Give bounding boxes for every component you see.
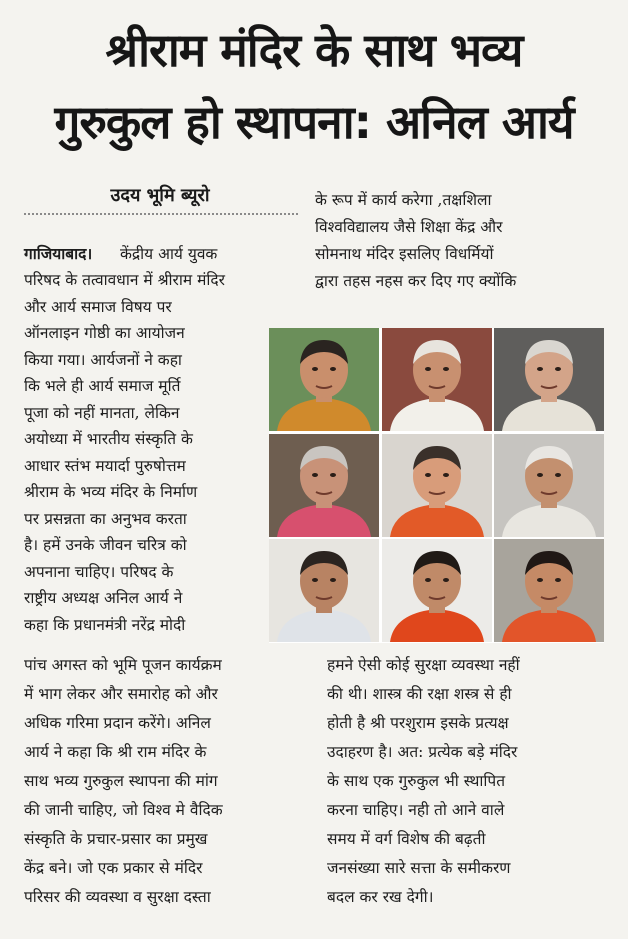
body-line: होती है श्री परशुराम इसके प्रत्यक्ष: [327, 714, 509, 732]
body-line: करना चाहिए। नही तो आने वाले: [327, 801, 505, 819]
body-line: आधार स्तंभ मयार्दा पुरुषोत्तम: [24, 457, 186, 475]
body-line: की थी। शास्त्र की रक्षा शस्त्र से ही: [327, 685, 512, 703]
body-line: द्वारा तहस नहस कर दिए गए क्योंकि: [315, 272, 517, 290]
body-line: साथ भव्य गुरुकुल स्थापना की मांग: [24, 772, 218, 790]
portrait-photo: [494, 434, 604, 537]
body-line: है। हमें उनके जीवन चरित्र को: [24, 536, 187, 554]
body-line: श्रीराम के भव्य मंदिर के निर्माण: [24, 483, 198, 501]
body-line: ऑनलाइन गोष्ठी का आयोजन: [24, 324, 185, 342]
portrait-photo: [269, 328, 379, 431]
body-line: बदल कर रख देगी।: [327, 888, 434, 906]
portrait-photo: [382, 434, 492, 537]
body-line: सोमनाथ मंदिर इसलिए विधर्मियों: [315, 245, 494, 263]
body-line: परिषद के तत्वावधान में श्रीराम मंदिर: [24, 271, 225, 289]
byline: उदय भूमि ब्यूरो: [110, 185, 210, 206]
body-line: केंद्र बने। जो एक प्रकार से मंदिर: [24, 859, 203, 877]
portrait-photo: [382, 539, 492, 642]
body-line: पूजा को नहीं मानता, लेकिन: [24, 404, 180, 422]
portrait-photo: [494, 328, 604, 431]
body-line: कि भले ही आर्य समाज मूर्ति: [24, 377, 181, 395]
portrait-photo: [494, 539, 604, 642]
headline-line-1: श्रीराम मंदिर के साथ भव्य: [105, 23, 523, 77]
body-line: अयोध्या में भारतीय संस्कृति के: [24, 430, 193, 448]
body-line: के साथ एक गुरुकुल भी स्थापित: [327, 772, 506, 790]
body-line: किया गया। आर्यजनों ने कहा: [24, 351, 182, 369]
portrait-photo: [269, 539, 379, 642]
body-line: जनसंख्या सारे सत्ता के समीकरण: [327, 859, 511, 877]
body-line: विश्वविद्यालय जैसे शिक्षा केंद्र और: [315, 218, 503, 236]
body-line: अपनाना चाहिए। परिषद के: [24, 563, 174, 581]
dateline: गाजियाबाद।: [24, 244, 93, 263]
body-line: राष्ट्रीय अध्यक्ष अनिल आर्य ने: [24, 589, 183, 607]
body-line: आर्य ने कहा कि श्री राम मंदिर के: [24, 743, 207, 761]
body-line: हमने ऐसी कोई सुरक्षा व्यवस्था नहीं: [327, 656, 520, 674]
body-line: की जानी चाहिए, जो विश्व मे वैदिक: [24, 801, 223, 819]
photo-collage: [269, 328, 604, 643]
body-line: पर प्रसन्नता का अनुभव करता: [24, 510, 187, 528]
portrait-photo: [269, 434, 379, 537]
body-line: के रूप में कार्य करेगा ,तक्षशिला: [315, 191, 492, 209]
body-line: परिसर की व्यवस्था व सुरक्षा दस्ता: [24, 888, 211, 906]
headline-line-2: गुरुकुल हो स्थापना: अनिल आर्य: [54, 95, 574, 149]
body-line: उदाहरण है। अत: प्रत्येक बड़े मंदिर: [327, 743, 518, 761]
body-line: केंद्रीय आर्य युवक: [120, 245, 218, 263]
body-line: में भाग लेकर और समारोह को और: [24, 685, 218, 703]
body-line: अधिक गरिमा प्रदान करेंगे। अनिल: [24, 714, 211, 732]
portrait-photo: [382, 328, 492, 431]
body-line: और आर्य समाज विषय पर: [24, 298, 172, 316]
body-line: संस्कृति के प्रचार-प्रसार का प्रमुख: [24, 830, 208, 848]
body-line: कहा कि प्रधानमंत्री नरेंद्र मोदी: [24, 616, 186, 634]
body-line: समय में वर्ग विशेष की बढ़ती: [327, 830, 486, 848]
byline-divider: [24, 213, 298, 215]
body-line: पांच अगस्त को भूमि पूजन कार्यक्रम: [24, 656, 222, 674]
